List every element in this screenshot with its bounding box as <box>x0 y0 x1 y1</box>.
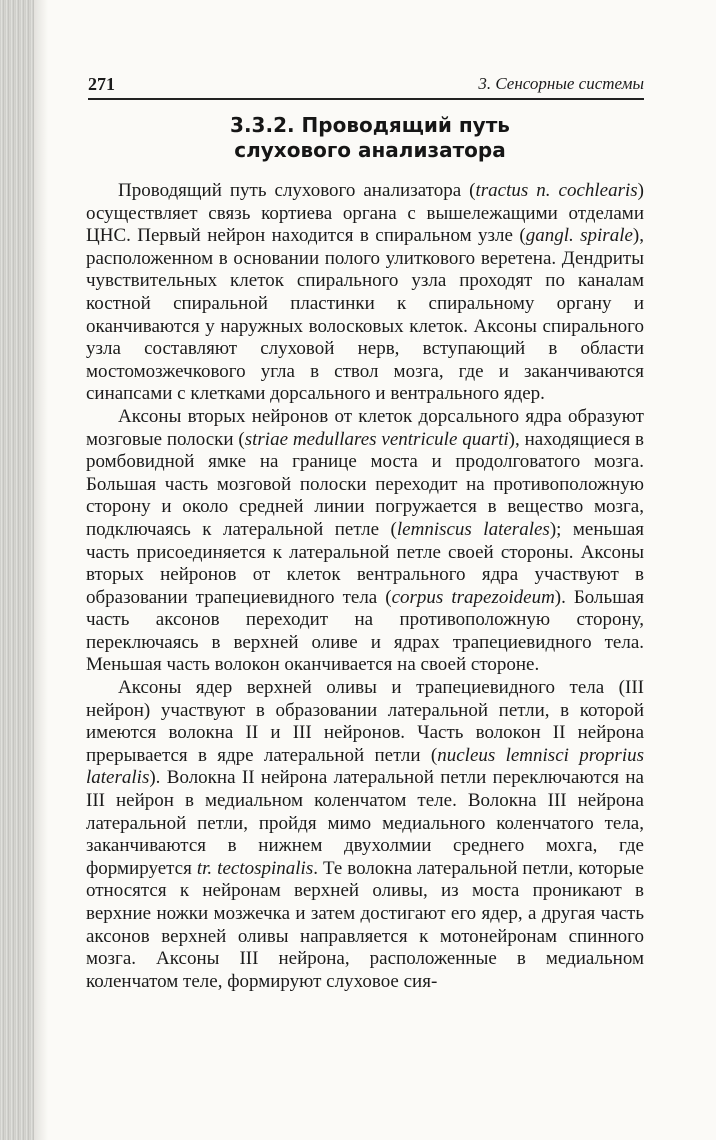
latin-term: tr. tectospinalis <box>196 857 314 879</box>
paragraph-1 <box>86 180 644 406</box>
latin-term: tractus n. cochlearis <box>475 180 638 201</box>
header-rule <box>88 98 644 100</box>
text-run: Аксоны ядер верхней оливы и трапециевидного тела (III нейрон) участвуют в образовании латеральной петли, в которой имеются волокна II и III нейронов. Часть волокон II нейрона прерывается в ядре латеральной петли ( <box>86 677 644 766</box>
latin-term: striae medullares ventricule quarti <box>244 428 509 450</box>
text-run: . Те волокна латеральной петли, которые относятся к нейронам верхней оливы, из моста проникают в верхние ножки мозжечка и затем достигают его ядер, а другая часть аксонов верхней оливы направляется к мотонейронам спинного мозга. Аксоны III нейрона, расположенные в медиальном коленчатом теле, формируют слуховое сия- <box>86 857 644 992</box>
section-title-line-2: слухового анализатора <box>234 138 506 162</box>
paragraph-3 <box>86 677 644 993</box>
latin-term: lemniscus laterales <box>396 518 550 540</box>
text-run: ). Большая часть аксонов переходит на противоположную сторону, переключаясь в верхней оливе и ядрах трапециевидного тела. Меньшая часть волокон оканчивается на своей стороне. <box>86 586 645 676</box>
body-text <box>86 180 644 993</box>
latin-term: gangl. spirale <box>525 225 633 247</box>
page-number: 271 <box>88 74 115 94</box>
text-run: ), находящиеся в ромбовидной ямке на границе моста и продолговатого мозга. Большая часть мозговой полоски переходит на противоположную сторону и около средней линии погружается в вещество мозга, подключаясь к латеральной петле ( <box>86 428 645 540</box>
latin-term: corpus trapezoideum <box>391 586 555 608</box>
scan-binding-edge <box>0 0 34 1140</box>
text-run: ); меньшая часть присоединяется к латеральной петле своей стороны. Аксоны вторых нейронов от клеток вентрального ядра участвуют в образовании трапециевидного тела ( <box>86 518 644 608</box>
section-heading <box>225 113 515 163</box>
latin-term: nucleus lemnisci proprius lateralis <box>86 744 644 789</box>
page-header <box>88 74 644 98</box>
paragraph-2 <box>86 406 644 677</box>
scan-binding-shadow <box>34 0 48 1140</box>
text-run: ). Волокна II нейрона латеральной петли переключаются на III нейрон в медиальном коленчатом теле. Волокна III нейрона латеральной петли, пройдя мимо медиального коленчатого тела, заканчиваются в нижнем двухолмии среднего мохга, где формируется <box>86 767 644 879</box>
text-run: Аксоны вторых нейронов от клеток дорсального ядра образуют мозговые полоски ( <box>86 405 644 450</box>
text-run: ), расположенном в основании полого улиткового веретена. Дендриты чувствительных клеток спирального узла проходят по каналам костной спиральной пластинки к спиральному органу и оканчиваются у наружных волосковых клеток. Аксоны спирального узла составляют слуховой нерв, вступающий в области мостомозжечкового угла в ствол мозга, где и заканчиваются синапсами с клетками дорсального и вентрального ядер. <box>86 225 644 405</box>
section-title-line-1: 3.3.2. Проводящий путь <box>230 113 510 137</box>
text-run: Проводящий путь слухового анализатора ( <box>118 180 476 201</box>
running-head: 3. Сенсорные системы <box>478 74 644 93</box>
text-run: ) осуществляет связь кортиева органа с вышележащими отделами ЦНС. Первый нейрон находится в спиральном узле ( <box>86 180 644 247</box>
